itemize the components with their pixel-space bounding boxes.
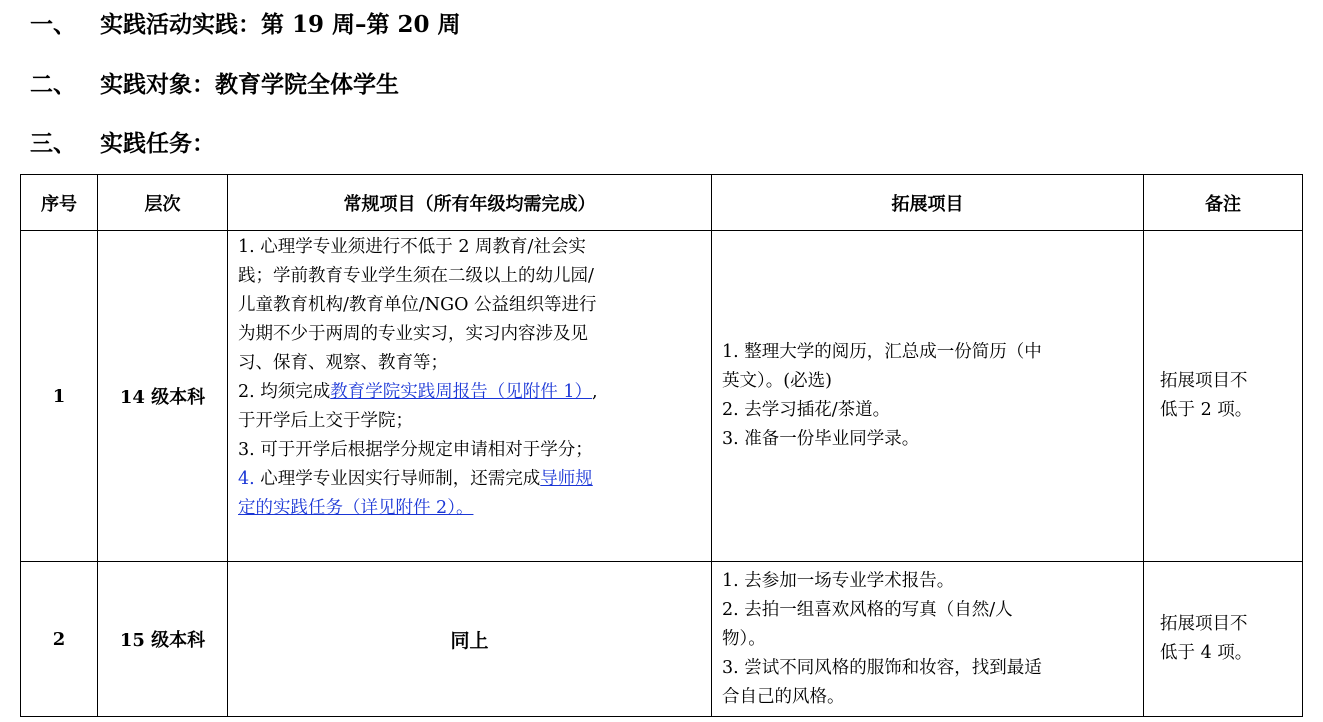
ext-item-line: 物）。 [722, 628, 766, 649]
ext-item-line: 1. 去参加一场专业学术报告。 [722, 570, 955, 591]
section-heading-1 [30, 10, 461, 40]
regular-item-2-rest: 于开学后上交于学院； [238, 411, 413, 431]
regular-item-4-number: 4. [238, 469, 255, 489]
header-note: 备注 [1144, 175, 1303, 231]
table-row [21, 231, 1303, 562]
note-line: 低于 4 项。 [1160, 643, 1253, 663]
ext-item-line: 1. 整理大学的阅历，汇总成一份简历（中 [722, 342, 1042, 362]
header-regular: 常规项目（所有年级均需完成） [228, 175, 712, 231]
practice-task-table [20, 174, 1303, 717]
section-title: 实践任务： [100, 130, 215, 157]
regular-item-1-line: 习、保育、观察、教育等； [238, 353, 448, 373]
ext-item-line: 英文）。(必选) [722, 371, 832, 391]
tutor-task-link-part-a[interactable]: 导师规 [540, 469, 593, 489]
ext-item-line: 3. 准备一份毕业同学录。 [722, 429, 920, 449]
cell-level: 14 级本科 [98, 231, 228, 562]
regular-item-3: 3. 可于开学后根据学分规定申请相对于学分； [238, 440, 593, 460]
regular-item-2 [238, 378, 701, 407]
section-heading-3 [30, 129, 215, 159]
cell-regular-items [228, 231, 712, 562]
ext-item-line: 2. 去学习插花/茶道。 [722, 400, 891, 420]
cell-regular-same: 同上 [228, 562, 712, 717]
regular-item-4-text: 心理学专业因实行导师制，还需完成 [254, 469, 541, 489]
regular-item-1-line: 践；学前教育专业学生须在二级以上的幼儿园/ [238, 266, 594, 286]
note-line: 拓展项目不 [1160, 371, 1248, 391]
table-header-row [21, 175, 1303, 231]
ext-item-line: 合自己的风格。 [722, 686, 845, 707]
header-seq: 序号 [21, 175, 98, 231]
header-level: 层次 [98, 175, 228, 231]
report-attachment-1-link[interactable]: 教育学院实践周报告（见附件 1） [330, 382, 592, 402]
cell-note [1144, 562, 1303, 717]
header-ext: 拓展项目 [712, 175, 1144, 231]
regular-item-2-prefix: 2. 均须完成 [238, 382, 331, 402]
cell-level: 15 级本科 [98, 562, 228, 717]
regular-item-1-line: 为期不少于两周的专业实习，实习内容涉及见 [238, 324, 588, 344]
regular-item-1-line: 1. 心理学专业须进行不低于 2 周教育/社会实 [238, 237, 586, 257]
section-title: 实践活动实践：第 19 周–第 20 周 [100, 11, 461, 38]
section-number: 三、 [30, 130, 76, 157]
cell-seq: 1 [21, 231, 98, 562]
tutor-task-attachment-2-link[interactable]: 定的实践任务（详见附件 2）。 [238, 498, 474, 518]
section-heading-2 [30, 70, 399, 100]
cell-seq: 2 [21, 562, 98, 717]
regular-item-2-comma: , [591, 382, 598, 402]
section-title: 实践对象：教育学院全体学生 [100, 71, 399, 98]
cell-ext-items [712, 231, 1144, 562]
regular-item-4 [238, 465, 701, 494]
note-line: 拓展项目不 [1160, 614, 1248, 634]
regular-item-4-cont [238, 494, 701, 523]
ext-item-line: 2. 去拍一组喜欢风格的写真（自然/人 [722, 599, 1013, 620]
section-number: 二、 [30, 71, 76, 98]
table-row [21, 562, 1303, 717]
section-number: 一、 [30, 11, 76, 38]
cell-note [1144, 231, 1303, 562]
ext-item-line: 3. 尝试不同风格的服饰和妆容，找到最适 [722, 657, 1042, 678]
note-line: 低于 2 项。 [1160, 400, 1253, 420]
regular-item-1-line: 儿童教育机构/教育单位/NGO 公益组织等进行 [238, 295, 597, 315]
cell-ext-items [712, 562, 1144, 717]
